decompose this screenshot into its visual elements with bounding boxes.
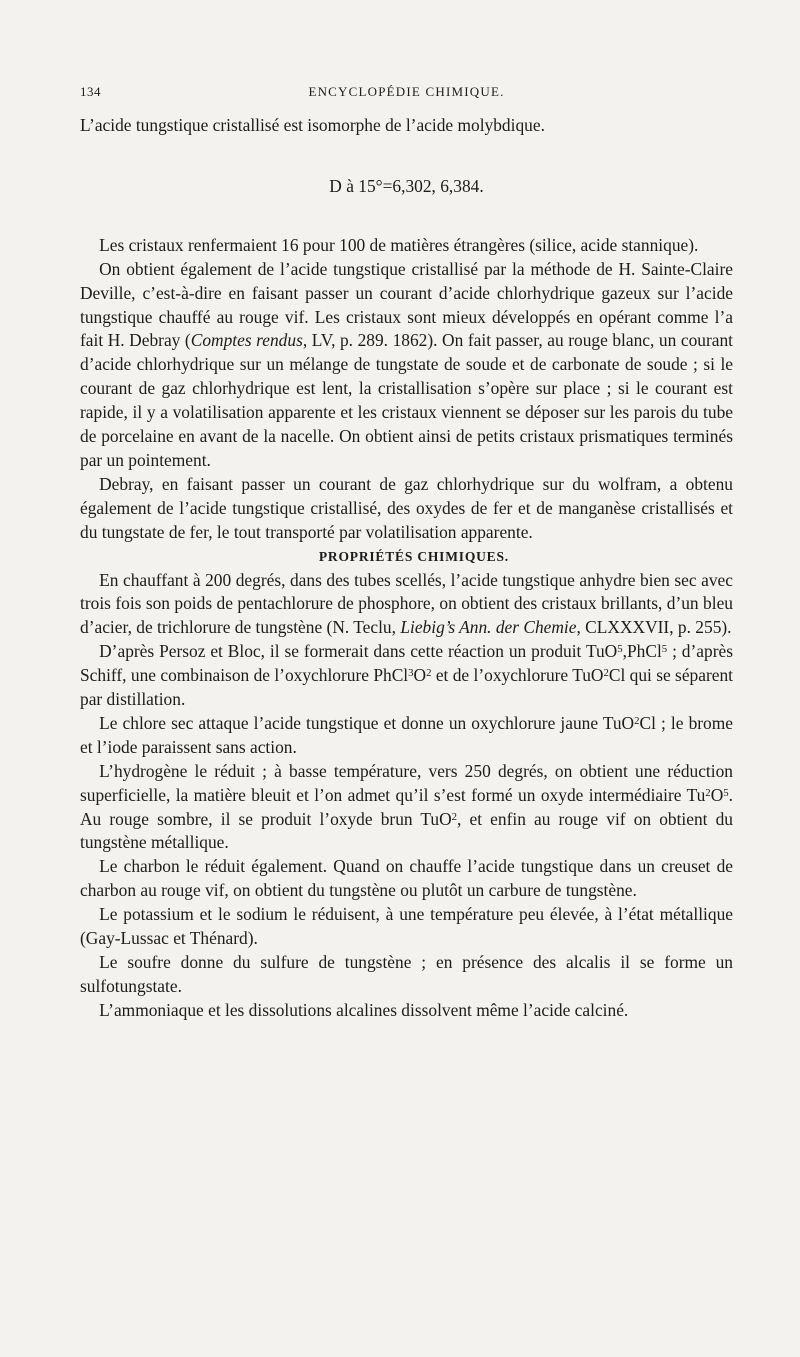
paragraph-carbon: Le charbon le réduit également. Quand on chauffe l’acide tungstique dans un creuset de charbon au rouge vif, on obtient du tungstène ou plutôt un carbure de tungstène. <box>80 856 733 901</box>
running-title: ENCYCLOPÉDIE CHIMIQUE. <box>308 84 505 99</box>
running-head <box>80 84 733 104</box>
density-formula: D à 15°=6,302, 6,384. <box>329 175 484 196</box>
paragraph-impurities: Les cristaux renfermaient 16 pour 100 de matières étrangères (silice, acide stannique). <box>99 234 699 255</box>
paragraph-ammonia: L’ammoniaque et les dissolutions alcalines dissolvent même l’acide calciné. <box>99 999 629 1020</box>
paragraph-persoz-schiff: D’après Persoz et Bloc, il se formerait dans cette réaction un produit TuO$^5$,PhCl$^5$ ; d’après Schiff, une combinaison de l’oxychlorure $PhCl^3O^2$ et de l’oxychlorure TuO$^2$Cl qui se séparent par distillation. <box>80 641 733 710</box>
reference-liebigs-annalen: Liebig’s Ann. der Chemie <box>400 617 577 638</box>
paragraph-potassium-sodium: Le potassium et le sodium le réduisent, à une température peu élevée, à l’état métallique (Gay-Lussac et Thénard). <box>80 904 733 949</box>
paragraph-sulfur: Le soufre donne du sulfure de tungstène ; en présence des alcalis il se forme un sulfotungstate. <box>80 952 733 996</box>
paragraph-isomorphism: L’acide tungstique cristallisé est isomorphe de l’acide molybdique. <box>80 115 545 135</box>
body-text <box>80 114 733 1023</box>
paragraph-pentachloride: En chauffant à 200 degrés, dans des tubes scellés, l’acide tungstique anhydre bien sec avec trois fois son poids de pentachlorure de phosphore, on obtient des cristaux brillants, d’un bleu d’acier, de trichlorure de tungstène (N. Teclu, Liebig’s Ann. der Chemie, CLXXXVII, p. 255). <box>80 569 733 638</box>
paragraph-hydrogen: L’hydrogène le réduit ; à basse température, vers 250 degrés, on obtient une réduction superficielle, la matière bleuit et l’on admet qu’il s’est formé un oxyde intermédiaire $Tu^2O^5$. Au rouge sombre, il se produit l’oxyde brun TuO$^2$, et enfin au rouge vif on obtient du tungstène métallique. <box>80 760 734 853</box>
paragraph-deville-method: On obtient également de l’acide tungstique cristallisé par la méthode de H. Sainte-Claire Deville, c’est-à-dire en faisant passer un courant d’acide chlorhydrique gazeux sur l’acide tungstique chauffé au rouge vif. Les cristaux sont mieux développés en opérant comme l’a fait H. Debray (Comptes rendus, LV, p. 289. 1862). On fait passer, au rouge blanc, un courant d’acide chlorhydrique sur un mélange de tungstate de soude et de carbonate de soude ; si le courant de gaz chlorhydrique est lent, la cristallisation s’opère sur place ; si le courant est rapide, il y a volatilisation apparente et les cristaux viennent se déposer sur les parois du tube de porcelaine en avant de la nacelle. On obtient ainsi de petits cristaux prismatiques terminés par un pointement. <box>80 258 734 470</box>
reference-comptes-rendus: Comptes rendus <box>190 330 303 351</box>
paragraph-wolfram: Debray, en faisant passer un courant de gaz chlorhydrique sur du wolfram, a obtenu également de l’acide tungstique cristallisé, des oxydes de fer et de manganèse cristallisés et du tungstate de fer, le tout transporté par volatilisation apparente. <box>80 473 733 542</box>
section-title: PROPRIÉTÉS CHIMIQUES. <box>318 548 509 564</box>
page-number: 134 <box>80 84 101 99</box>
paragraph-chlorine: Le chlore sec attaque l’acide tungstique et donne un oxychlorure jaune TuO$^2$Cl ; le brome et l’iode paraissent sans action. <box>80 712 733 757</box>
